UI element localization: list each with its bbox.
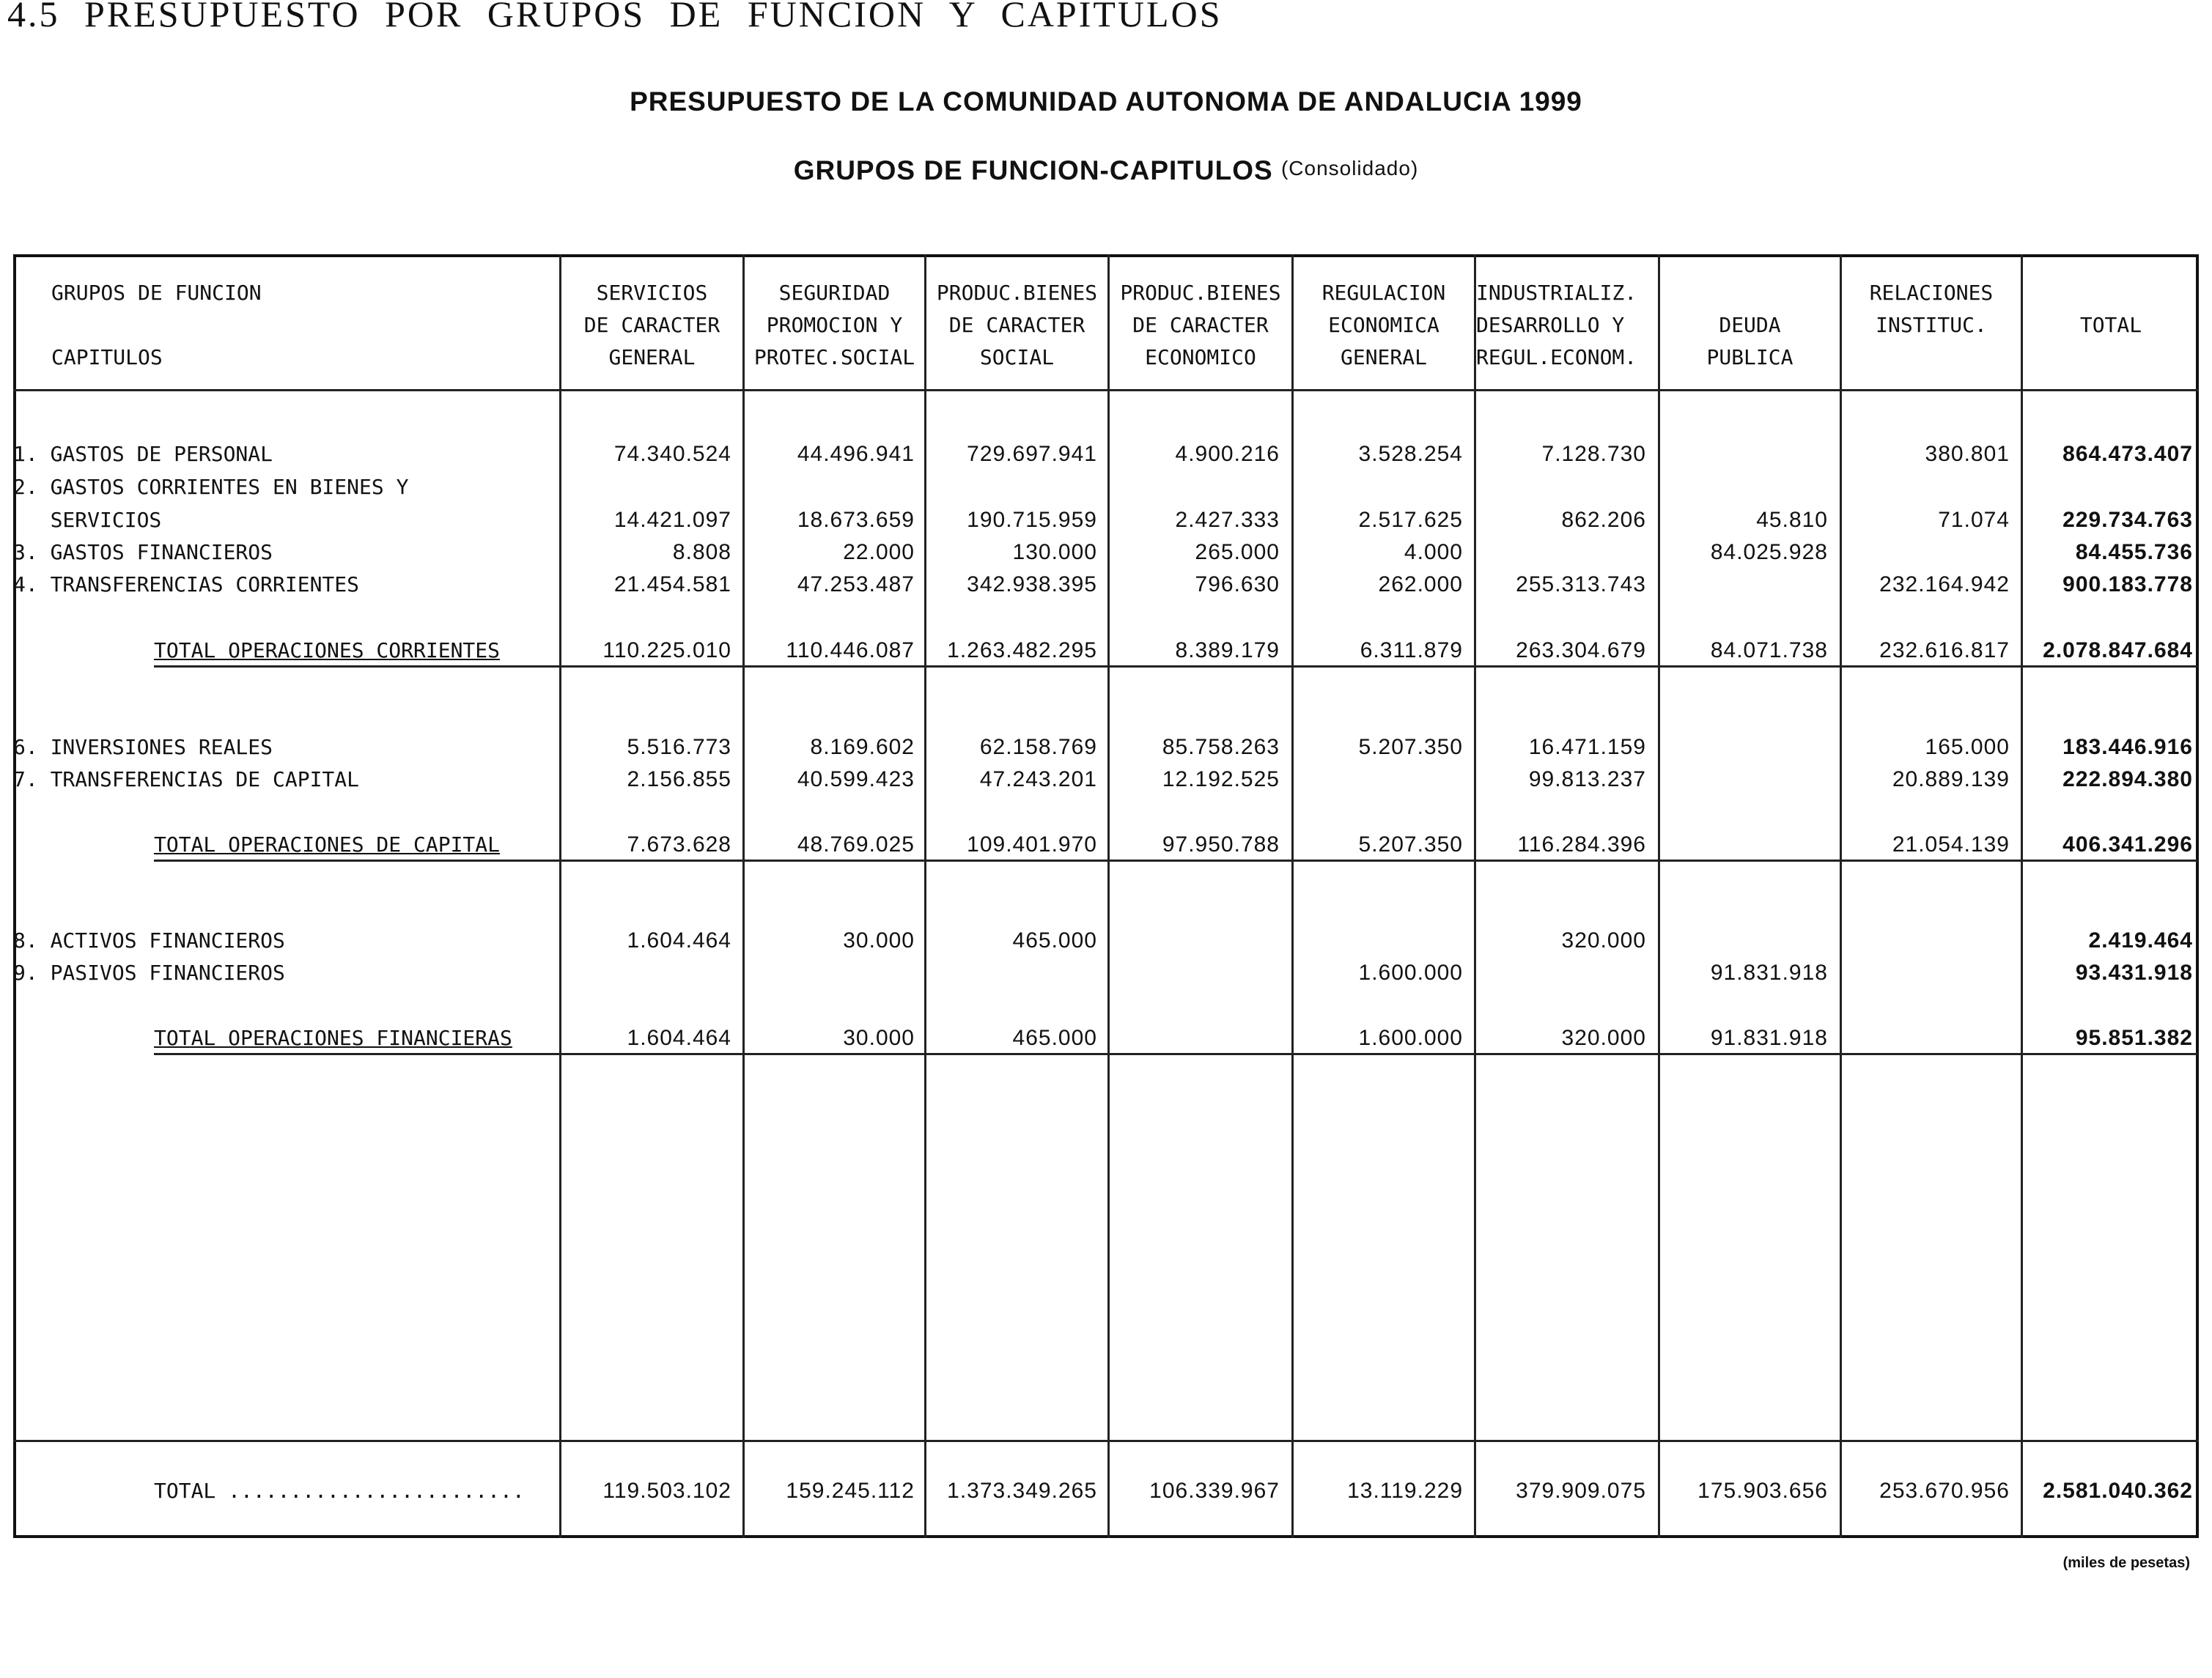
value-cell: 232.164.942 [1879, 572, 2010, 596]
value-cell: 729.697.941 [967, 442, 1097, 466]
value-cell: 229.734.763 [2062, 508, 2193, 532]
total-divider [13, 1440, 2199, 1442]
value-cell: 253.670.956 [1879, 1479, 2010, 1503]
value-cell: 183.446.916 [2062, 735, 2193, 759]
value-cell: 16.471.159 [1528, 735, 1646, 759]
row-label: 1. GASTOS DE PERSONAL [13, 442, 273, 466]
value-cell: 2.419.464 [2088, 928, 2193, 953]
value-cell: 5.516.773 [627, 735, 731, 759]
value-cell: 40.599.423 [797, 767, 915, 791]
value-cell: 1.263.482.295 [947, 638, 1097, 662]
value-cell: 130.000 [1012, 540, 1097, 564]
value-cell: 95.851.382 [2075, 1026, 2193, 1050]
col-header-produc-social: PRODUC.BIENES DE CARACTER SOCIAL [936, 281, 1098, 369]
value-cell: 190.715.959 [967, 508, 1097, 532]
value-cell: 85.758.263 [1162, 735, 1280, 759]
row-label: 2. GASTOS CORRIENTES EN BIENES Y [13, 475, 409, 499]
value-cell: 2.156.855 [627, 767, 731, 791]
col-header-produc-economico: PRODUC.BIENES DE CARACTER ECONOMICO [1120, 281, 1281, 369]
value-cell: 2.517.625 [1358, 508, 1463, 532]
value-cell: 379.909.075 [1516, 1479, 1646, 1503]
value-cell: 4.900.216 [1175, 442, 1280, 466]
value-cell: 97.950.788 [1162, 832, 1280, 857]
value-cell: 12.192.525 [1162, 767, 1280, 791]
total-label: TOTAL ........................ [154, 1479, 525, 1503]
value-cell: 8.808 [672, 540, 731, 564]
value-cell: 93.431.918 [2075, 961, 2193, 985]
subtotal-underline [154, 860, 2197, 862]
value-cell: 796.630 [1195, 572, 1280, 596]
value-cell: 119.503.102 [602, 1479, 731, 1503]
row-label: 9. PASIVOS FINANCIEROS [13, 961, 285, 985]
unit-note: (miles de pesetas) [2062, 1555, 2190, 1571]
col-header-deuda: DEUDA PUBLICA [1706, 313, 1793, 369]
value-cell: 62.158.769 [979, 735, 1097, 759]
value-cell: 222.894.380 [2062, 767, 2193, 791]
row-label: 8. ACTIVOS FINANCIEROS [13, 928, 285, 953]
value-cell: 5.207.350 [1358, 735, 1463, 759]
value-cell: 864.473.407 [2062, 442, 2193, 466]
value-cell: 1.600.000 [1358, 961, 1463, 985]
row-header-chapters: CAPITULOS [51, 345, 163, 369]
value-cell: 342.938.395 [967, 572, 1097, 596]
value-cell: 30.000 [843, 928, 915, 953]
col-header-industrializ: INDUSTRIALIZ. DESARROLLO Y REGUL.ECONOM. [1476, 281, 1637, 369]
value-cell: 84.071.738 [1710, 638, 1828, 662]
value-cell: 165.000 [1925, 735, 2010, 759]
section-heading: 4.5 PRESUPUESTO POR GRUPOS DE FUNCION Y CAPITULOS [7, 0, 1223, 34]
col-header-seguridad: SEGURIDAD PROMOCION Y PROTEC.SOCIAL [753, 281, 915, 369]
value-cell: 2.581.040.362 [2043, 1479, 2193, 1503]
value-cell: 99.813.237 [1528, 767, 1646, 791]
value-cell: 7.128.730 [1541, 442, 1646, 466]
value-cell: 465.000 [1012, 1026, 1097, 1050]
col-header-total: TOTAL [2079, 313, 2142, 337]
subtitle-text: GRUPOS DE FUNCION-CAPITULOS [793, 155, 1273, 185]
value-cell: 380.801 [1925, 442, 2010, 466]
value-cell: 22.000 [843, 540, 915, 564]
value-cell: 44.496.941 [797, 442, 915, 466]
value-cell: 4.000 [1404, 540, 1463, 564]
value-cell: 263.304.679 [1516, 638, 1646, 662]
column-divider [1658, 254, 1660, 1538]
value-cell: 6.311.879 [1360, 638, 1463, 662]
value-cell: 255.313.743 [1516, 572, 1646, 596]
value-cell: 74.340.524 [613, 442, 731, 466]
subtotal-underline [154, 665, 2197, 668]
value-cell: 1.600.000 [1358, 1026, 1463, 1050]
value-cell: 8.389.179 [1175, 638, 1280, 662]
value-cell: 2.427.333 [1175, 508, 1280, 532]
row-label: SERVICIOS [13, 508, 162, 532]
value-cell: 91.831.918 [1710, 1026, 1828, 1050]
value-cell: 21.454.581 [613, 572, 731, 596]
col-header-servicios: SERVICIOS DE CARACTER GENERAL [583, 281, 720, 369]
value-cell: 232.616.817 [1879, 638, 2010, 662]
value-cell: 47.243.201 [979, 767, 1097, 791]
value-cell: 109.401.970 [967, 832, 1097, 857]
value-cell: 262.000 [1378, 572, 1463, 596]
value-cell: 862.206 [1561, 508, 1646, 532]
value-cell: 320.000 [1561, 928, 1646, 953]
subtotal-label: TOTAL OPERACIONES DE CAPITAL [154, 832, 501, 857]
value-cell: 900.183.778 [2062, 572, 2193, 596]
value-cell: 47.253.487 [797, 572, 915, 596]
value-cell: 71.074 [1938, 508, 2010, 532]
value-cell: 30.000 [843, 1026, 915, 1050]
table-title: PRESUPUESTO DE LA COMUNIDAD AUTONOMA DE ANDALUCIA 1999 [630, 86, 1582, 117]
value-cell: 175.903.656 [1697, 1479, 1828, 1503]
col-header-relaciones: RELACIONES INSTITUC. [1869, 281, 1994, 337]
table-subtitle [0, 155, 2212, 186]
value-cell: 320.000 [1561, 1026, 1646, 1050]
value-cell: 116.284.396 [1517, 832, 1646, 857]
value-cell: 18.673.659 [797, 508, 915, 532]
value-cell: 3.528.254 [1358, 442, 1463, 466]
value-cell: 21.054.139 [1892, 832, 2010, 857]
value-cell: 465.000 [1012, 928, 1097, 953]
value-cell: 14.421.097 [613, 508, 731, 532]
col-header-regulacion: REGULACION ECONOMICA GENERAL [1321, 281, 1446, 369]
value-cell: 7.673.628 [627, 832, 731, 857]
header-divider [13, 389, 2199, 391]
value-cell: 91.831.918 [1710, 961, 1828, 985]
row-header-groups: GRUPOS DE FUNCION [51, 281, 262, 305]
value-cell: 110.225.010 [602, 638, 731, 662]
value-cell: 5.207.350 [1358, 832, 1463, 857]
value-cell: 159.245.112 [786, 1479, 915, 1503]
subtotal-label: TOTAL OPERACIONES CORRIENTES [154, 638, 501, 662]
value-cell: 45.810 [1756, 508, 1828, 532]
value-cell: 84.025.928 [1710, 540, 1828, 564]
subtitle-note: (Consolidado) [1280, 157, 1419, 180]
value-cell: 110.446.087 [786, 638, 915, 662]
value-cell: 2.078.847.684 [2043, 638, 2193, 662]
row-label: 4. TRANSFERENCIAS CORRIENTES [13, 572, 360, 596]
value-cell: 406.341.296 [2062, 832, 2193, 857]
value-cell: 48.769.025 [797, 832, 915, 857]
value-cell: 1.373.349.265 [947, 1479, 1097, 1503]
value-cell: 106.339.967 [1149, 1479, 1280, 1503]
value-cell: 265.000 [1195, 540, 1280, 564]
value-cell: 1.604.464 [627, 1026, 731, 1050]
value-cell: 8.169.602 [810, 735, 915, 759]
value-cell: 13.119.229 [1347, 1479, 1463, 1503]
row-label: 7. TRANSFERENCIAS DE CAPITAL [13, 767, 360, 791]
value-cell: 84.455.736 [2075, 540, 2193, 564]
value-cell: 1.604.464 [627, 928, 731, 953]
row-label: 3. GASTOS FINANCIEROS [13, 540, 273, 564]
value-cell: 20.889.139 [1892, 767, 2010, 791]
subtotal-label: TOTAL OPERACIONES FINANCIERAS [154, 1026, 512, 1050]
subtotal-underline [154, 1053, 2197, 1055]
row-label: 6. INVERSIONES REALES [13, 735, 273, 759]
